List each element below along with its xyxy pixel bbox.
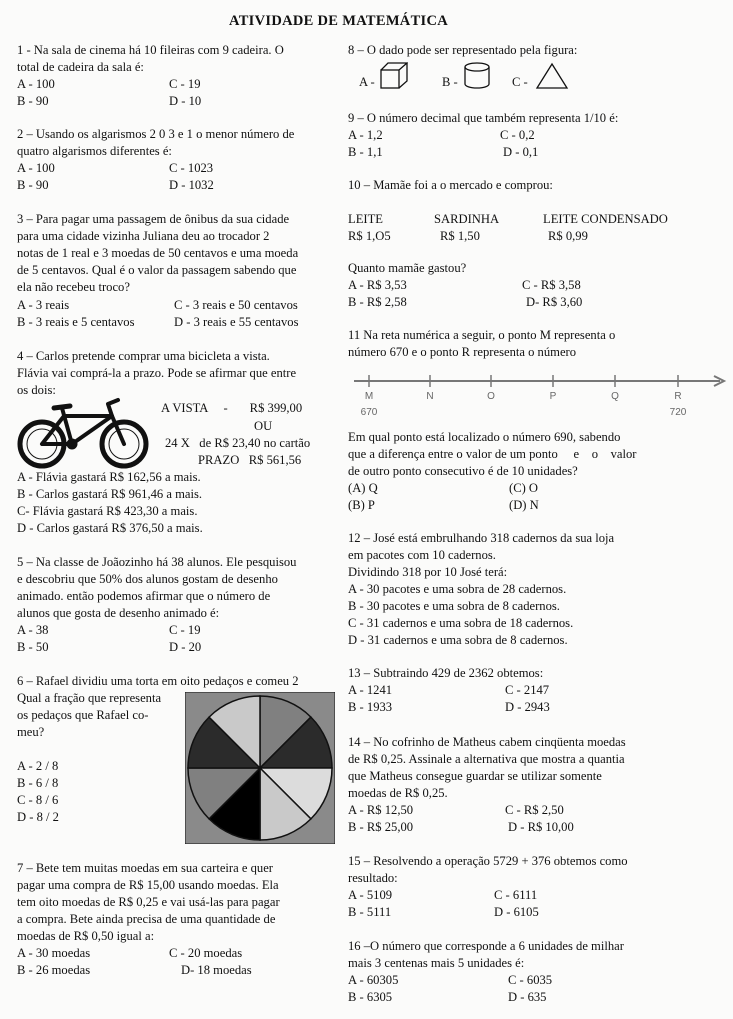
bicycle-icon [16,396,152,472]
question-text: pagar uma compra de R$ 15,00 usando moedas. Ela [17,878,279,892]
question-text: 12 – José está embrulhando 318 cadernos da sua loja [348,531,615,545]
option-d: D - 31 cadernos e uma sobra de 8 cadernos. [348,633,568,647]
option-d: D - 6105 [494,905,539,919]
question-text: Em qual ponto está localizado o número 690, sabendo [348,430,621,444]
option-b: B - R$ 2,58 [348,295,407,309]
question-text: 13 – Subtraindo 429 de 2362 obtemos: [348,666,544,680]
option-b: B - 6305 [348,990,393,1004]
question-text: ela não recebeu troco? [17,280,130,294]
installment-total: PRAZO R$ 561,56 [198,453,302,467]
option-c: C - 6111 [494,888,538,902]
option-c: C- Flávia gastará R$ 423,30 a mais. [17,504,198,518]
question-text: número 670 e o ponto R representa o número [348,345,577,359]
option-c: C - 6035 [508,973,553,987]
question-text: Flávia vai comprá-la a prazo. Pode se afirmar que entre [17,366,297,380]
option-b: B - 90 [17,178,49,192]
option-a: A - 3 reais [17,298,70,312]
question-text: e descobriu que 50% dos alunos gostam de desenho [17,572,278,586]
question-text: Quanto mamãe gastou? [348,261,467,275]
question-text: resultado: [348,871,398,885]
option-a: A - 30 pacotes e uma sobra de 28 cadernos. [348,582,567,596]
option-c: C - 3 reais e 50 centavos [174,298,298,312]
question-text: 3 – Para pagar uma passagem de ônibus da sua cidade [17,212,290,226]
option-c: C - 0,2 [500,128,535,142]
question-text: a compra. Bete ainda precisa de uma quantidade de [17,912,276,926]
question-text: 1 - Na sala de cinema há 10 fileiras com 9 cadeira. O [17,43,284,57]
option-c: C - R$ 2,50 [505,803,564,817]
question-text: meu? [17,725,45,739]
option-d: D - 0,1 [503,145,539,159]
point-label-m: M [364,391,374,402]
number-line [350,368,728,420]
option-b: (B) P [348,498,375,512]
option-a: A - 1,2 [348,128,383,142]
option-d: D - 1032 [169,178,214,192]
option-b: B - R$ 25,00 [348,820,414,834]
option-a: A - 2 / 8 [17,759,59,773]
question-text: 14 – No cofrinho de Matheus cabem cinqüenta moedas [348,735,626,749]
item-milk: LEITE [348,212,383,226]
value-670: 670 [360,407,378,418]
option-b: B - 3 reais e 5 centavos [17,315,135,329]
option-b: B - 26 moedas [17,963,91,977]
question-text: mais 3 centenas mais 5 unidades é: [348,956,525,970]
option-a: A - 38 [17,623,49,637]
option-c: C - 1023 [169,161,214,175]
option-d: D - 10 [169,94,202,108]
option-c: C - R$ 3,58 [522,278,581,292]
question-text: 15 – Resolvendo a operação 5729 + 376 obtemos como [348,854,628,868]
option-b: B - Carlos gastará R$ 961,46 a mais. [17,487,203,501]
option-b: B - 1,1 [348,145,383,159]
option-d: D - 8 / 2 [17,810,59,824]
option-c: (C) O [509,481,539,495]
option-c: C - [512,75,528,89]
question-text: total de cadeira da sala é: [17,60,144,74]
option-d: D - 2943 [505,700,550,714]
price-condensed-milk: R$ 0,99 [548,229,588,243]
price-sardine: R$ 1,50 [440,229,480,243]
question-text: notas de 1 real e 3 moedas de 50 centavos e uma moeda [17,246,299,260]
question-text: os dois: [17,383,56,397]
item-condensed-milk: LEITE CONDENSADO [543,212,668,226]
option-c: C - 19 [169,623,201,637]
option-b: B - 5111 [348,905,392,919]
question-text: de 5 centavos. Qual é o valor da passagem sabendo que [17,263,297,277]
item-sardine: SARDINHA [434,212,500,226]
option-a: A - [359,75,375,89]
option-a: (A) Q [348,481,378,495]
option-a: A - 30 moedas [17,946,91,960]
question-text: animado. então podemos afirmar que o número de [17,589,271,603]
question-text: 9 – O número decimal que também representa 1/10 é: [348,111,619,125]
option-b: B - 1933 [348,700,393,714]
option-d: D - 635 [508,990,547,1004]
option-d: D - 20 [169,640,202,654]
question-text: 10 – Mamãe foi a o mercado e comprou: [348,178,553,192]
question-text: em pacotes com 10 cadernos. [348,548,496,562]
option-a: A - 100 [17,77,55,91]
question-text: quatro algarismos diferentes é: [17,144,172,158]
option-a: A - 60305 [348,973,399,987]
cylinder-icon [463,62,491,90]
value-720: 720 [669,407,687,418]
option-b: B - [442,75,458,89]
question-text: 2 – Usando os algarismos 2 0 3 e 1 o menor número de [17,127,295,141]
option-b: B - 90 [17,94,49,108]
question-text: moedas de R$ 0,50 igual a: [17,929,155,943]
option-b: B - 6 / 8 [17,776,59,790]
option-c: C - 19 [169,77,201,91]
question-text: os pedaços que Rafael co- [17,708,149,722]
point-label-p: P [549,391,557,402]
option-a: A - 1241 [348,683,393,697]
option-d: D- R$ 3,60 [526,295,583,309]
point-label-q: Q [611,391,619,402]
option-a: A - R$ 12,50 [348,803,414,817]
page-title: ATIVIDADE DE MATEMÁTICA [229,13,449,29]
question-text: 5 – Na classe de Joãozinho há 38 alunos. Ele pesquisou [17,555,297,569]
point-label-n: N [426,391,434,402]
option-d: D - 3 reais e 55 centavos [174,315,299,329]
question-text: alunos que gosta de desenho animado é: [17,606,220,620]
option-d: D - Carlos gastará R$ 376,50 a mais. [17,521,203,535]
pie-chart-eight-slices [185,692,335,844]
question-text: 6 – Rafael dividiu uma torta em oito pedaços e comeu 2 [17,674,299,688]
option-a: A - Flávia gastará R$ 162,56 a mais. [17,470,201,484]
cash-price: A VISTA - R$ 399,00 [161,401,303,415]
question-text: que Matheus consegue guardar se utilizar somente [348,769,602,783]
point-label-r: R [674,391,682,402]
question-text: moedas de R$ 0,25. [348,786,448,800]
option-d: (D) N [509,498,539,512]
option-c: C - 31 cadernos e uma sobra de 18 cadernos. [348,616,574,630]
question-text: 16 –O número que corresponde a 6 unidades de milhar [348,939,624,953]
option-a: A - R$ 3,53 [348,278,407,292]
question-text: de outro ponto consecutivo é de 10 unidades? [348,464,578,478]
question-text: para uma cidade vizinha Juliana deu ao trocador 2 [17,229,270,243]
option-a: A - 100 [17,161,55,175]
option-d: D- 18 moedas [181,963,252,977]
question-text: tem oito moedas de R$ 0,25 e vai usá-las para pagar [17,895,280,909]
installment-price: 24 X de R$ 23,40 no cartão [165,436,311,450]
or-label: OU [254,419,273,433]
question-text: 4 – Carlos pretende comprar uma bicicleta a vista. [17,349,270,363]
option-b: B - 30 pacotes e uma sobra de 8 cadernos. [348,599,560,613]
question-text: 8 – O dado pode ser representado pela figura: [348,43,578,57]
cube-icon [380,62,408,90]
point-label-o: O [487,391,495,402]
question-text: Dividindo 318 por 10 José terá: [348,565,508,579]
option-a: A - 5109 [348,888,393,902]
option-c: C - 20 moedas [169,946,243,960]
question-text: de R$ 0,25. Assinale a alternativa que mostra a quantia [348,752,625,766]
option-c: C - 8 / 6 [17,793,59,807]
option-b: B - 50 [17,640,49,654]
question-text: 7 – Bete tem muitas moedas em sua carteira e quer [17,861,273,875]
option-d: D - R$ 10,00 [508,820,574,834]
option-c: C - 2147 [505,683,550,697]
question-text: 11 Na reta numérica a seguir, o ponto M representa o [348,328,616,342]
price-milk: R$ 1,O5 [348,229,391,243]
question-text: Qual a fração que representa [17,691,162,705]
question-text: que a diferença entre o valor de um ponto e o valor [348,447,637,461]
triangle-icon [535,62,569,90]
